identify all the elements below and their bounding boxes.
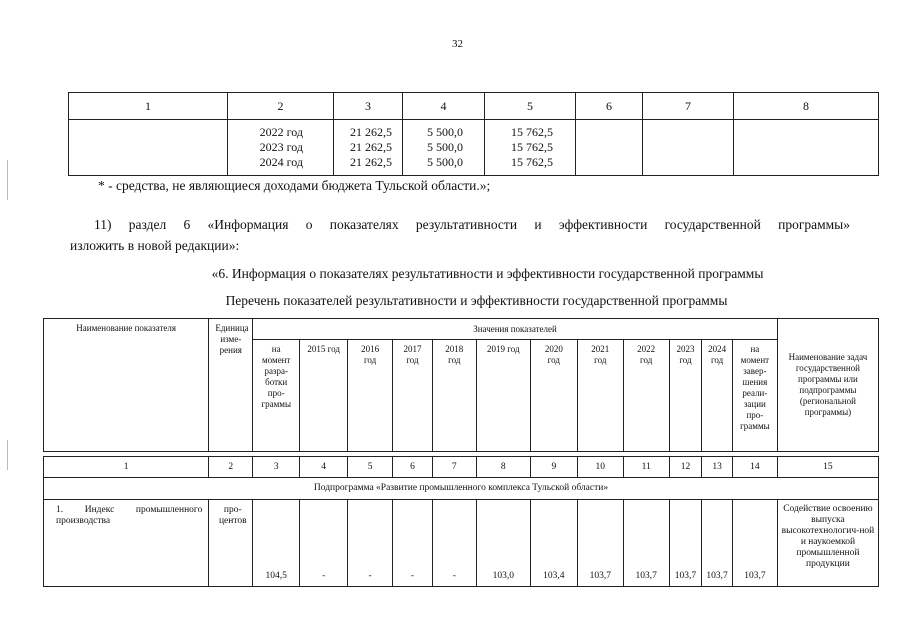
indicator-unit: про-центов xyxy=(209,500,253,587)
header-year: 2022 год xyxy=(623,340,669,452)
budget-table-row xyxy=(69,120,879,176)
col-header: 7 xyxy=(643,93,734,120)
value-cell: 103,7 xyxy=(732,500,777,587)
header-values: Значения показателей xyxy=(253,319,778,340)
budget-table-header xyxy=(69,93,879,120)
value-cell: - xyxy=(300,500,348,587)
cell-empty xyxy=(69,120,228,176)
header-year: 2017 год xyxy=(393,340,433,452)
amount: 15 762,5 xyxy=(511,140,553,154)
header-year: 2015 год xyxy=(300,340,348,452)
column-number: 8 xyxy=(476,457,530,478)
year-label: 2022 год xyxy=(259,125,303,139)
cell-empty xyxy=(576,120,643,176)
amount: 21 262,5 xyxy=(350,140,392,154)
header-year: 2023 год xyxy=(669,340,702,452)
column-number: 13 xyxy=(702,457,733,478)
indicators-table xyxy=(43,318,879,587)
subprogram-title: Подпрограмма «Развитие промышленного комплекса Тульской области» xyxy=(44,478,879,500)
amendment-paragraph xyxy=(70,214,850,256)
column-number: 2 xyxy=(209,457,253,478)
task-description: Содействие освоению выпуска высокотехнологич-ной и наукоемкой промышленной продукции xyxy=(777,500,878,587)
column-number: 7 xyxy=(432,457,476,478)
subprogram-row xyxy=(44,478,879,500)
column-number: 15 xyxy=(777,457,878,478)
amount: 21 262,5 xyxy=(350,155,392,169)
cell-col4 xyxy=(403,120,485,176)
value-cell: - xyxy=(348,500,393,587)
amount: 15 762,5 xyxy=(511,125,553,139)
col-header: 4 xyxy=(403,93,485,120)
list-title: Перечень показателей результативности и эффективности государственной программы xyxy=(225,293,728,308)
cell-empty xyxy=(734,120,879,176)
cell-years xyxy=(228,120,334,176)
amount: 5 500,0 xyxy=(427,140,463,154)
col-header: 5 xyxy=(485,93,576,120)
paragraph-line: 11) раздел 6 «Информация о показателях результативности и эффективности государственной программы» xyxy=(94,217,850,232)
column-number: 3 xyxy=(253,457,300,478)
column-number: 9 xyxy=(530,457,577,478)
paragraph-line: изложить в новой редакции»: xyxy=(70,238,240,253)
header-tasks: Наименование задач государственной программы или подпрограммы (региональной программы) xyxy=(777,319,878,452)
column-number: 6 xyxy=(393,457,433,478)
value-cell: 103,7 xyxy=(669,500,702,587)
value-cell: 104,5 xyxy=(253,500,300,587)
header-end: на момент завер-шения реали-зации про-граммы xyxy=(732,340,777,452)
col-header: 6 xyxy=(576,93,643,120)
cell-empty xyxy=(643,120,734,176)
column-number: 10 xyxy=(577,457,623,478)
header-year: 2024 год xyxy=(702,340,733,452)
value-cell: 103,7 xyxy=(623,500,669,587)
scan-mark xyxy=(7,440,8,470)
header-year: 2019 год xyxy=(476,340,530,452)
value-cell: 103,7 xyxy=(702,500,733,587)
column-number: 12 xyxy=(669,457,702,478)
column-number: 5 xyxy=(348,457,393,478)
indicator-name: 1. Индекс промышленного производства xyxy=(44,500,209,587)
header-year: 2020 год xyxy=(530,340,577,452)
col-header: 1 xyxy=(69,93,228,120)
amount: 5 500,0 xyxy=(427,155,463,169)
header-unit: Единица изме-рения xyxy=(209,319,253,452)
value-cell: 103,0 xyxy=(476,500,530,587)
column-number: 1 xyxy=(44,457,209,478)
column-numbers-row xyxy=(44,457,879,478)
amount: 21 262,5 xyxy=(350,125,392,139)
col-header: 3 xyxy=(334,93,403,120)
section-title: «6. Информация о показателях результативности и эффективности государственной программы xyxy=(211,266,764,281)
value-cell: - xyxy=(432,500,476,587)
year-label: 2023 год xyxy=(259,140,303,154)
header-row xyxy=(44,319,879,340)
col-header: 2 xyxy=(228,93,334,120)
year-label: 2024 год xyxy=(259,155,303,169)
header-name: Наименование показателя xyxy=(44,319,209,452)
column-number: 14 xyxy=(732,457,777,478)
column-number: 11 xyxy=(623,457,669,478)
header-year: 2021 год xyxy=(577,340,623,452)
budget-table xyxy=(68,92,879,176)
value-cell: 103,7 xyxy=(577,500,623,587)
header-year: 2016 год xyxy=(348,340,393,452)
col-header: 8 xyxy=(734,93,879,120)
scan-mark xyxy=(7,160,8,200)
cell-col3 xyxy=(334,120,403,176)
header-start: на момент разра-ботки про-граммы xyxy=(253,340,300,452)
column-number: 4 xyxy=(300,457,348,478)
value-cell: 103,4 xyxy=(530,500,577,587)
amount: 5 500,0 xyxy=(427,125,463,139)
value-cell: - xyxy=(393,500,433,587)
amount: 15 762,5 xyxy=(511,155,553,169)
table-row xyxy=(44,500,879,587)
footnote: * - средства, не являющиеся доходами бюджета Тульской области.»; xyxy=(98,178,491,193)
header-year: 2018 год xyxy=(432,340,476,452)
page-number: 32 xyxy=(452,38,463,50)
cell-col5 xyxy=(485,120,576,176)
